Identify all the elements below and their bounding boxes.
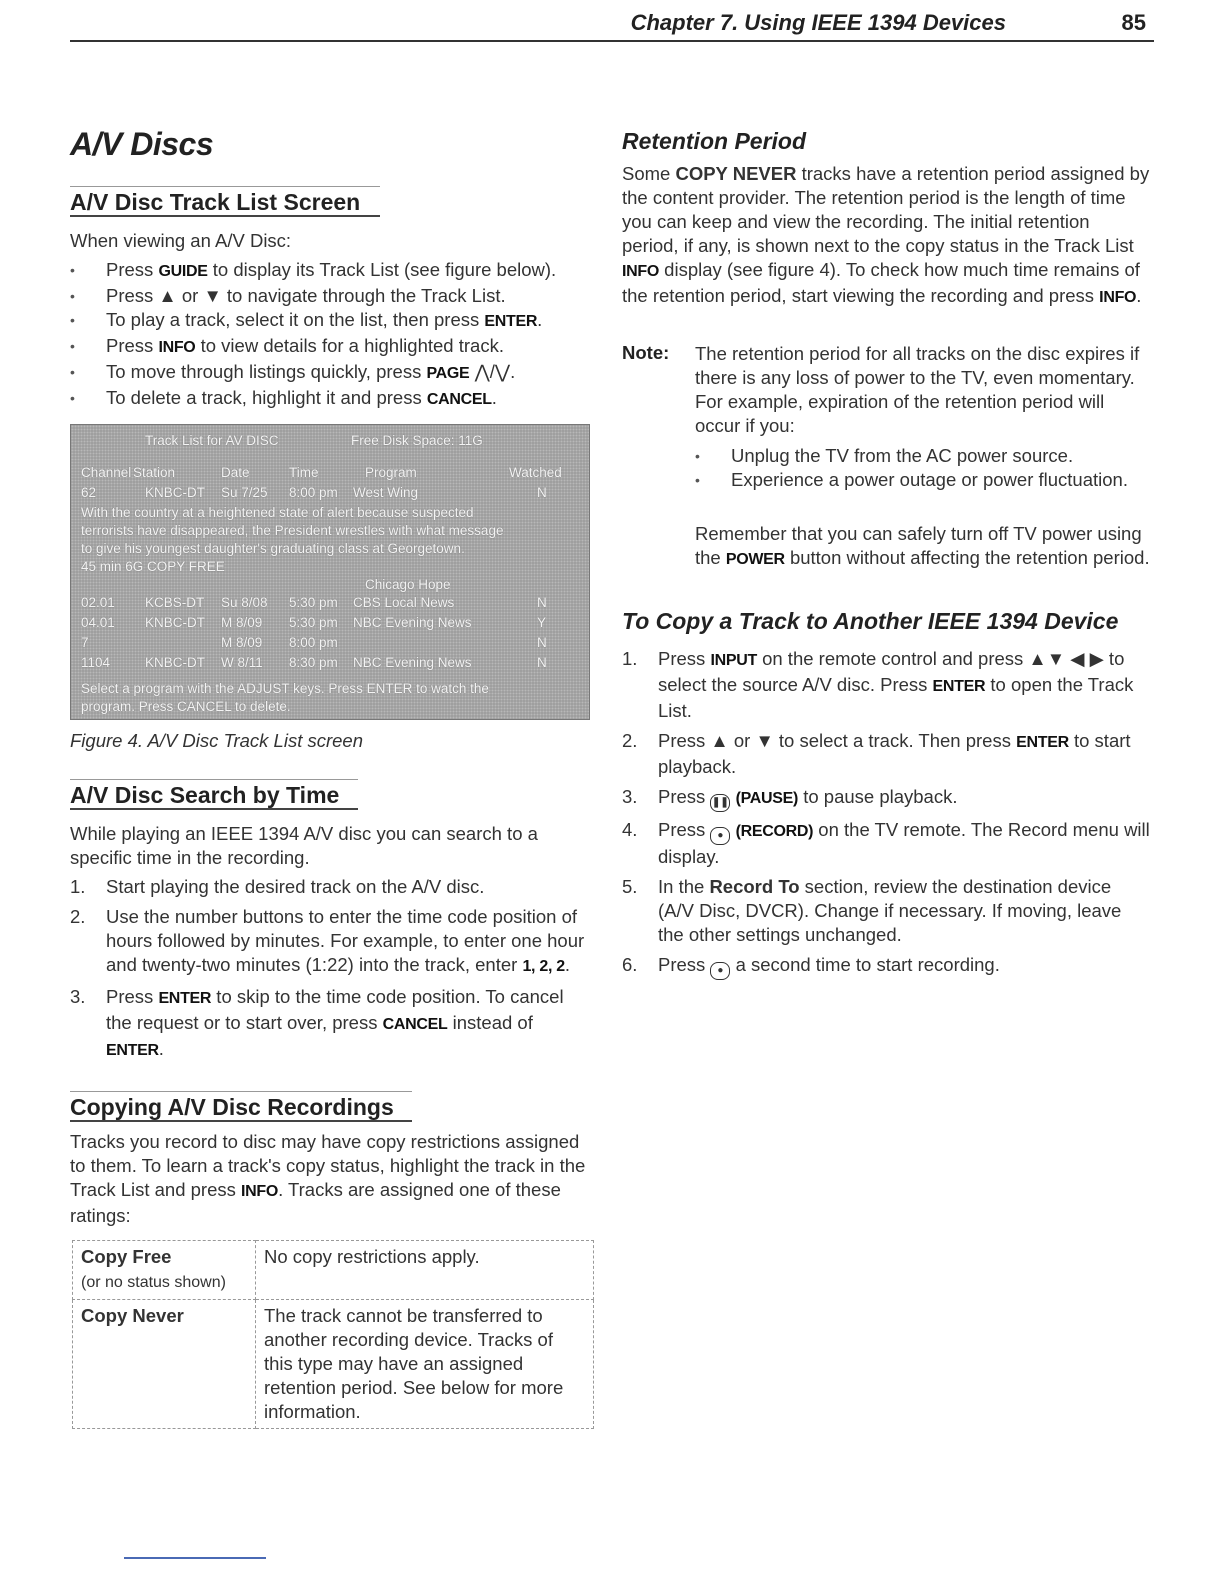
list-item: • Experience a power outage or power fluctuation.	[695, 468, 1135, 492]
table-row: 04.01 KNBC-DT M 8/09 5:30 pm NBC Evening News Y	[81, 615, 547, 630]
rating-name: Copy Free	[81, 1246, 172, 1267]
table-row: 1104 KNBC-DT W 8/11 8:30 pm NBC Evening News N	[81, 655, 547, 670]
page-number: 85	[1121, 10, 1146, 35]
list-item: • To delete a track, highlight it and press CANCEL.	[70, 386, 600, 412]
section-title: A/V Discs	[70, 126, 214, 162]
search-steps	[70, 875, 592, 1069]
pause-icon: ❚❚	[710, 794, 730, 812]
search-heading: A/V Disc Search by Time	[70, 779, 358, 810]
track-list-bullets	[70, 258, 600, 412]
track-list-heading: A/V Disc Track List Screen	[70, 186, 380, 217]
list-item: 6. Press ● a second time to start recording.	[622, 953, 1152, 980]
column-header: Date	[221, 465, 250, 480]
copying-heading: Copying A/V Disc Recordings	[70, 1091, 412, 1122]
retention-heading: Retention Period	[622, 128, 807, 154]
screen-meta: 45 min 6G COPY FREE	[81, 559, 225, 574]
column-header: Program	[365, 465, 417, 480]
screen-description: terrorists have disappeared, the President wrestles with what message	[81, 523, 504, 538]
copying-intro: Tracks you record to disc may have copy restrictions assigned to them. To learn a track's copy status, highlight the track in the Track List and press INFO. Tracks are assigned one of these ratings:	[70, 1131, 586, 1226]
copy-steps	[622, 647, 1152, 986]
list-item: 4. Press ● (RECORD) on the TV remote. The Record menu will display.	[622, 819, 1150, 867]
list-item: 2. Use the number buttons to enter the time code position of hours followed by minutes. For example, to enter one hour and twenty-two minutes (1:22) into the track, enter 1, 2, 2.	[70, 906, 585, 975]
screen-footer: program. Press CANCEL to delete.	[81, 699, 291, 714]
rating-sub: (or no status shown)	[81, 1274, 226, 1291]
rating-name: Copy Never	[81, 1305, 184, 1326]
list-item: 1. Start playing the desired track on the A/V disc.	[70, 876, 485, 897]
list-item: 2. Press ▲ or ▼ to select a track. Then press ENTER to start playback.	[622, 730, 1131, 777]
list-item: • Press GUIDE to display its Track List (see figure below).	[70, 258, 600, 284]
column-header: Station	[133, 465, 176, 480]
track-list-intro: When viewing an A/V Disc:	[70, 230, 292, 251]
table-row	[73, 1241, 594, 1300]
list-item: • Unplug the TV from the AC power source.	[695, 444, 1135, 468]
screen-description: With the country at a heightened state of alert because suspected	[81, 505, 474, 520]
list-item: • To play a track, select it on the list, then press ENTER.	[70, 308, 600, 334]
note-text: The retention period for all tracks on the disc expires if there is any loss of power to the TV, even momentary. For example, expiration of the retention period will occur if you:	[695, 343, 1140, 436]
screen-free-space: Free Disk Space: 11G	[351, 433, 483, 448]
footer-rule	[124, 1557, 266, 1559]
list-item: 3. Press ENTER to skip to the time code position. To cancel the request or to start over, press CANCEL instead of ENTER.	[70, 986, 564, 1059]
table-row: 7 M 8/09 8:00 pm N	[81, 635, 547, 650]
table-row: 02.01 KCBS-DT Su 8/08 5:30 pm CBS Local News N	[81, 595, 547, 610]
column-header: Channel	[81, 465, 132, 480]
table-row: 62 KNBC-DT Su 7/25 8:00 pm West Wing N	[81, 485, 547, 500]
screen-column-headers	[81, 465, 579, 483]
table-row	[73, 1300, 594, 1429]
note-bullets	[695, 444, 1135, 492]
retention-paragraph: Some COPY NEVER tracks have a retention period assigned by the content provider. The retention period is the length of time you can keep and view the recording. The initial retention period, if any, is shown next to the copy status in the Track List INFO display (see figure 4). To check how much time remains of the retention period, start viewing the recording and press INFO.	[622, 163, 1150, 306]
rating-desc: No copy restrictions apply.	[256, 1241, 594, 1300]
list-item: 1. Press INPUT on the remote control and press ▲▼ ◀ ▶ to select the source A/V disc. Press ENTER to open the Track List.	[622, 648, 1134, 721]
page-header	[70, 8, 1154, 42]
list-item: • Press ▲ or ▼ to navigate through the Track List.	[70, 284, 600, 308]
screen-program-label: Chicago Hope	[365, 577, 451, 592]
screen-footer: Select a program with the ADJUST keys. Press ENTER to watch the	[81, 681, 489, 696]
screen-description: to give his youngest daughter's graduating class at Georgetown.	[81, 541, 465, 556]
track-list-screen	[70, 424, 590, 720]
list-item: 5. In the Record To section, review the destination device (A/V Disc, DVCR). Change if necessary. If moving, leave the other settings unchanged.	[622, 876, 1122, 945]
column-header: Time	[289, 465, 319, 480]
column-header: Watched	[509, 465, 562, 480]
figure-caption: Figure 4. A/V Disc Track List screen	[70, 730, 364, 751]
screen-title-row	[81, 433, 579, 451]
copy-track-heading: To Copy a Track to Another IEEE 1394 Device	[622, 608, 1119, 634]
rating-desc: The track cannot be transferred to another recording device. Tracks of this type may have an assigned retention period. See below for more information.	[256, 1300, 594, 1429]
remember-text: Remember that you can safely turn off TV power using the POWER button without affecting the retention period.	[695, 523, 1150, 568]
note-label: Note:	[622, 342, 670, 363]
record-icon: ●	[710, 962, 730, 980]
search-intro: While playing an IEEE 1394 A/V disc you can search to a specific time in the recording.	[70, 823, 538, 868]
record-icon: ●	[710, 827, 730, 845]
copy-ratings-table	[72, 1240, 594, 1429]
list-item: 3. Press ❚❚ (PAUSE) to pause playback.	[622, 785, 1152, 812]
list-item: • Press INFO to view details for a highlighted track.	[70, 334, 600, 360]
chapter-title: Chapter 7. Using IEEE 1394 Devices	[630, 10, 1006, 35]
list-item: • To move through listings quickly, press PAGE ⋀/⋁.	[70, 360, 600, 386]
screen-title: Track List for AV DISC	[145, 433, 279, 448]
